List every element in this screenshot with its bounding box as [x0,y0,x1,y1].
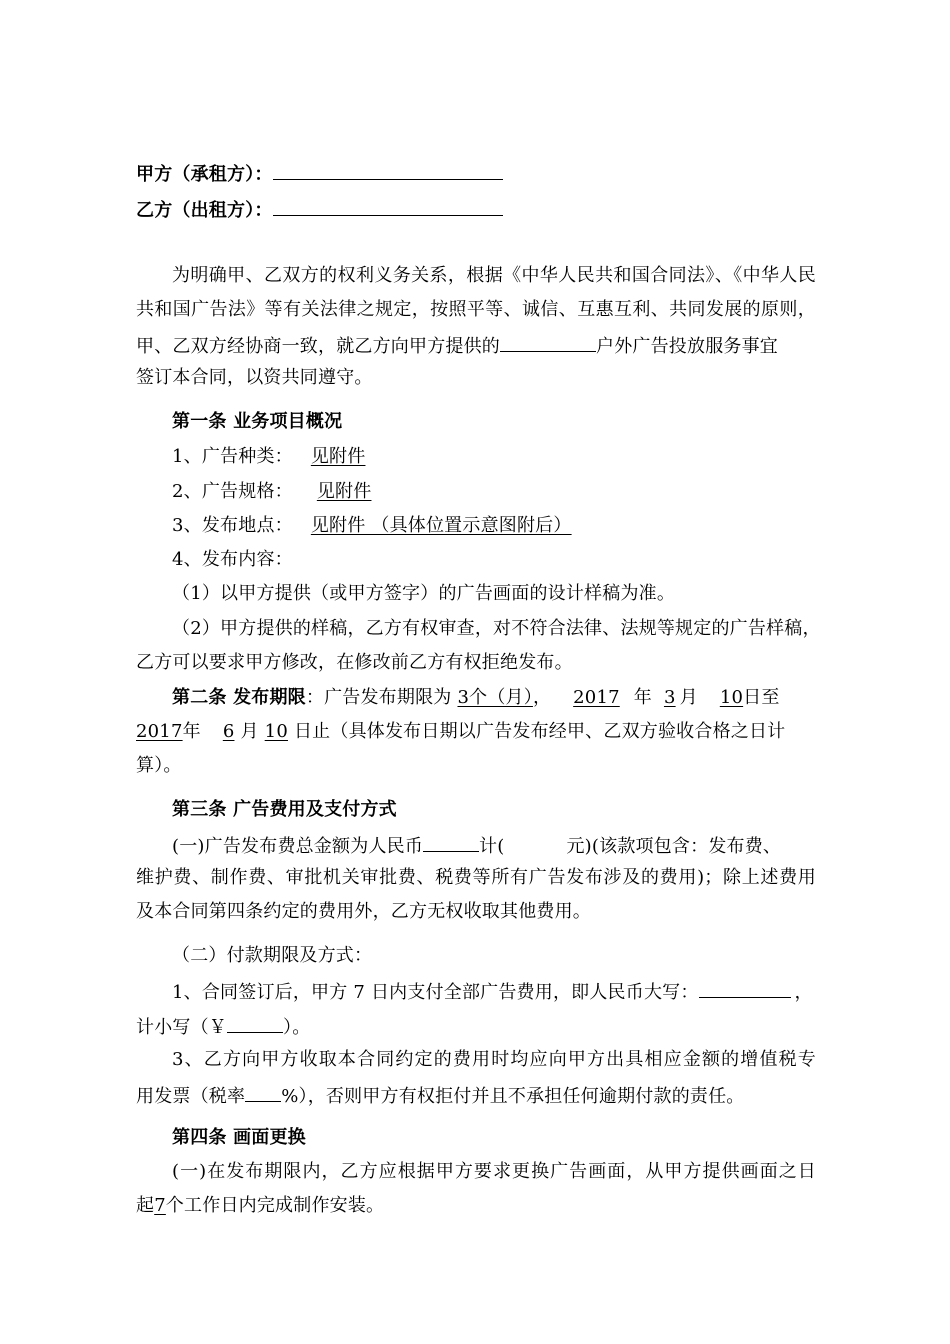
end-month-char: 月 [240,721,259,742]
fee-text-a: (一)广告发布费总金额为人民币 [172,836,424,857]
article-2-text-a: ：广告发布期限为 [305,687,452,708]
amount-words-blank[interactable] [699,978,791,998]
end-year: 2017 [136,721,183,742]
amount-figures-close: ）。 [283,1017,311,1038]
ad-type-label: 1、广告种类： [172,446,293,467]
period-value: 3个（月） [457,687,533,708]
day-to: 日至 [743,687,780,708]
end-day: 10 [264,721,288,742]
ad-type-value: 见附件 [310,446,366,467]
article-3-heading: 第三条 广告费用及支付方式 [172,799,397,820]
article-3-p1-line-1 [172,832,816,859]
month-char: 月 [679,687,698,708]
article-3-p2: （二）付款期限及方式： [172,945,373,966]
tax-rate-blank[interactable] [245,1082,281,1102]
location-label: 3、发布地点： [172,515,293,536]
amount-figures-blank[interactable] [227,1013,283,1033]
party-b-blank[interactable] [273,196,503,216]
service-blank[interactable] [500,332,596,352]
amount-figures-label: 计小写（￥ [136,1017,227,1038]
fee-amount-blank[interactable] [423,832,479,852]
payment-comma: ， [794,982,813,1003]
start-day: 10 [719,687,744,708]
payment-text-a: 1、合同签订后，甲方 7 日内支付全部广告费用，即人民币大写： [172,982,699,1003]
party-b-label: 乙方（出租方）： [136,200,273,221]
preamble-line-3 [136,332,816,359]
ad-spec-value: 见附件 [316,481,372,502]
tax-rate-text: %），否则甲方有权拒付并且不承担任何逾期付款的责任。 [281,1086,745,1107]
party-a-label: 甲方（承租方）： [136,164,273,185]
article-1-sub-2-line-2: 乙方可以要求甲方修改，在修改前乙方有权拒绝发布。 [136,652,573,673]
article-1-item-1 [172,445,816,469]
start-year: 2017 [573,687,620,708]
end-year-char: 年 [182,721,201,742]
preamble-line-4: 签订本合同，以资共同遵守。 [136,367,373,388]
article-1-item-2 [172,480,816,504]
end-month: 6 [222,721,235,742]
article-3-p1-line-2: 维护费、制作费、审批机关审批费、税费等所有广告发布涉及的费用)；除上述费用 [136,867,816,888]
article-2-line-3: 算）。 [136,755,182,776]
article-4-p1-line-1: (一)在发布期限内，乙方应根据甲方要求更换广告画面，从甲方提供画面之日 [172,1161,816,1182]
preamble-line-3-a: 甲、乙双方经协商一致，就乙方向甲方提供的 [136,336,500,357]
article-3-p1-line-3: 及本合同第四条约定的费用外，乙方无权收取其他费用。 [136,901,591,922]
fee-text-c: 元)(该款项包含：发布费、 [566,836,782,857]
preamble-line-1: 为明确甲、乙双方的权利义务关系，根据《中华人民共和国合同法》、《中华人民 [172,265,816,286]
article-3-p3-line-2 [136,1013,816,1040]
article-3-p4-line-2 [136,1082,816,1109]
article-3-p4-line-1: 3、乙方向甲方收取本合同约定的费用时均应向甲方出具相应金额的增值税专 [172,1049,816,1070]
article-4-text-b: 个工作日内完成制作安装。 [165,1195,385,1216]
article-2-line-1 [172,686,816,710]
party-b-line [136,196,816,223]
tax-rate-label: 用发票（税率 [136,1086,246,1107]
start-month: 3 [663,687,676,708]
preamble-line-2: 共和国广告法》等有关法律之规定，按照平等、诚信、互惠互利、共同发展的原则， [136,299,816,320]
location-value: 见附件 （具体位置示意图附后） [310,515,572,536]
comma: ， [532,687,552,708]
article-4-text-a: 起 [136,1195,155,1216]
year-char: 年 [633,687,652,708]
article-3-p3-line-1 [172,978,816,1005]
preamble-line-3-b: 户外广告投放服务事宜 [596,336,778,357]
fee-text-b: 计( [479,836,505,857]
party-a-line [136,160,816,187]
article-2-line-2 [136,720,816,744]
party-a-blank[interactable] [273,160,503,180]
work-days-value: 7 [154,1195,166,1216]
article-1-sub-1: （1）以甲方提供（或甲方签字）的广告画面的设计样稿为准。 [172,583,676,604]
article-4-heading: 第四条 画面更换 [172,1127,306,1148]
article-1-heading: 第一条 业务项目概况 [172,411,343,432]
article-1-sub-2-line-1: （2）甲方提供的样稿，乙方有权审查，对不符合法律、法规等规定的广告样稿， [172,618,821,639]
ad-spec-label: 2、广告规格： [172,481,293,502]
article-1-item-4: 4、发布内容： [172,549,293,570]
article-2-heading: 第二条 发布期限 [172,687,306,708]
article-2-text-b: 日止（具体发布日期以广告发布经甲、乙双方验收合格之日计 [293,721,786,742]
article-4-p1-line-2 [136,1194,816,1218]
article-1-item-3 [172,514,816,538]
